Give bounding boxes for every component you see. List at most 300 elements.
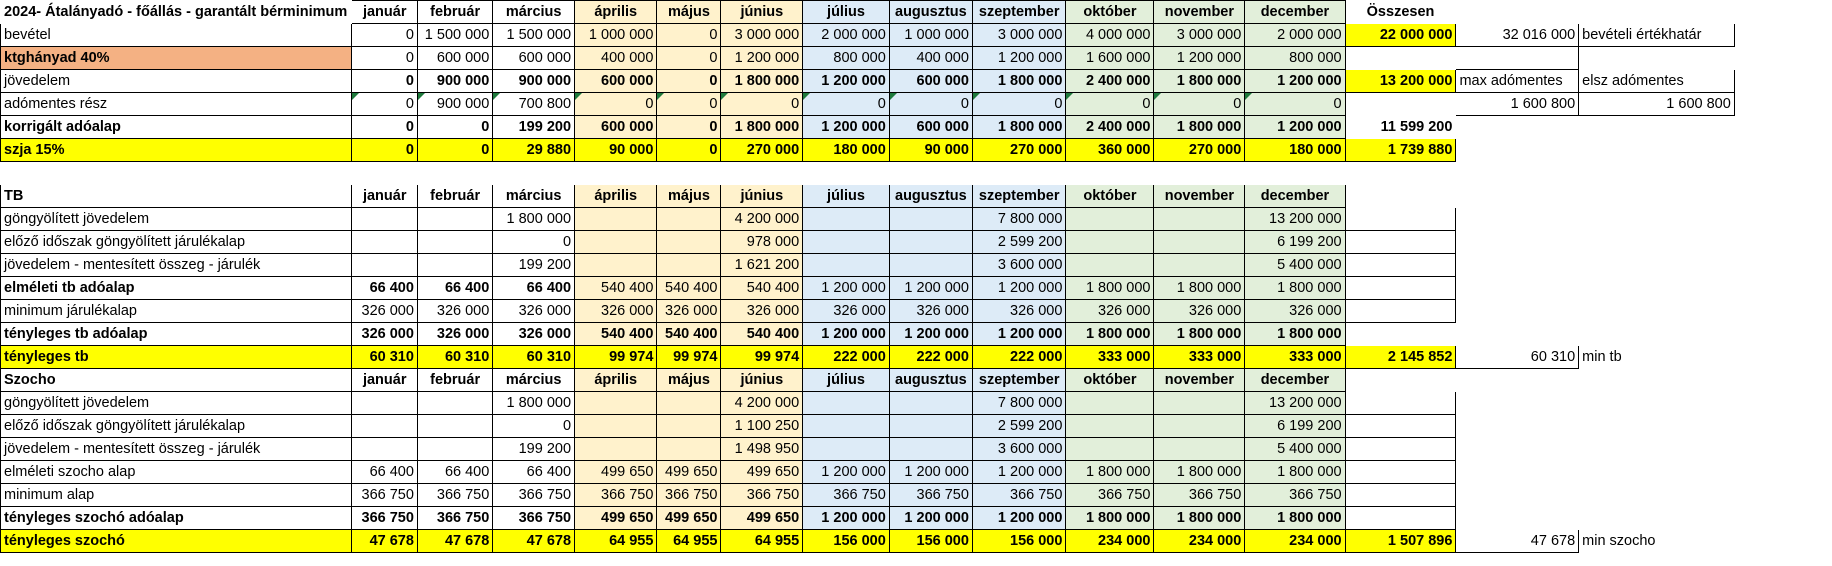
empty-cell[interactable] [1579, 47, 1735, 70]
empty-cell[interactable] [1579, 162, 1735, 185]
value-cell[interactable]: 6 199 200 [1245, 415, 1345, 438]
row-label-cell[interactable]: minimum alap [1, 484, 352, 507]
value-cell[interactable]: 0 [972, 93, 1066, 116]
empty-cell[interactable] [1734, 47, 1831, 70]
empty-cell[interactable] [1734, 185, 1831, 208]
value-cell[interactable]: 326 000 [657, 300, 721, 323]
value-cell[interactable]: 13 200 000 [1245, 392, 1345, 415]
value-cell[interactable]: 1 800 000 [1154, 70, 1245, 93]
value-cell[interactable]: 156 000 [889, 530, 972, 553]
empty-cell[interactable] [1734, 415, 1831, 438]
value-cell[interactable]: 1 100 250 [721, 415, 803, 438]
value-cell[interactable]: 1 800 000 [1245, 277, 1345, 300]
value-cell[interactable]: 700 800 [493, 93, 575, 116]
empty-cell[interactable] [1345, 185, 1456, 208]
month-header-cell[interactable]: július [803, 369, 890, 392]
value-cell[interactable]: 1 800 000 [721, 116, 803, 139]
row-label-cell[interactable]: minimum járulékalap [1, 300, 352, 323]
month-header-cell[interactable]: június [721, 1, 803, 24]
row-label-cell[interactable]: tényleges tb adóalap [1, 323, 352, 346]
value-cell[interactable]: 2 400 000 [1066, 70, 1154, 93]
empty-cell[interactable] [1154, 162, 1245, 185]
value-cell[interactable]: 1 600 800 [1579, 93, 1735, 116]
value-cell[interactable]: 0 [352, 47, 417, 70]
value-cell[interactable]: 0 [493, 231, 575, 254]
value-cell[interactable]: 90 000 [575, 139, 657, 162]
empty-cell[interactable] [1579, 116, 1735, 139]
value-cell[interactable]: 0 [657, 116, 721, 139]
value-cell[interactable]: 1 500 000 [417, 24, 492, 47]
value-cell[interactable]: 199 200 [493, 116, 575, 139]
value-cell[interactable]: 1 200 000 [889, 277, 972, 300]
value-cell[interactable]: 7 800 000 [972, 208, 1066, 231]
value-cell[interactable] [352, 231, 417, 254]
value-cell[interactable] [803, 438, 890, 461]
value-cell[interactable]: 326 000 [352, 323, 417, 346]
value-cell[interactable] [352, 392, 417, 415]
value-cell[interactable] [1066, 415, 1154, 438]
empty-cell[interactable] [1345, 47, 1456, 70]
value-cell[interactable] [803, 208, 890, 231]
value-cell[interactable] [889, 254, 972, 277]
value-cell[interactable]: 326 000 [721, 300, 803, 323]
row-label-cell[interactable]: előző időszak göngyölített járulékalap [1, 415, 352, 438]
value-cell[interactable]: 1 800 000 [721, 70, 803, 93]
value-cell[interactable]: 1 800 000 [1066, 323, 1154, 346]
value-cell[interactable]: 366 750 [417, 484, 492, 507]
empty-cell[interactable] [1579, 507, 1735, 530]
value-cell[interactable]: 1 500 000 [493, 24, 575, 47]
empty-cell[interactable] [1345, 484, 1456, 507]
value-cell[interactable] [417, 438, 492, 461]
empty-cell[interactable] [1345, 369, 1456, 392]
value-cell[interactable]: 3 000 000 [721, 24, 803, 47]
month-header-cell[interactable]: december [1245, 185, 1345, 208]
value-cell[interactable]: 47 678 [417, 530, 492, 553]
value-cell[interactable] [889, 208, 972, 231]
empty-cell[interactable] [1734, 369, 1831, 392]
value-cell[interactable]: 5 400 000 [1245, 254, 1345, 277]
value-cell[interactable]: 1 200 000 [1245, 70, 1345, 93]
value-cell[interactable]: 333 000 [1245, 346, 1345, 369]
value-cell[interactable]: 1 800 000 [972, 70, 1066, 93]
value-cell[interactable] [803, 231, 890, 254]
value-cell[interactable] [575, 415, 657, 438]
month-header-cell[interactable]: május [657, 369, 721, 392]
value-cell[interactable]: 1 200 000 [889, 461, 972, 484]
value-cell[interactable]: 199 200 [493, 438, 575, 461]
value-cell[interactable]: 900 000 [493, 70, 575, 93]
value-cell[interactable]: 1 200 000 [803, 461, 890, 484]
month-header-cell[interactable]: augusztus [889, 185, 972, 208]
row-label-cell[interactable]: elméleti tb adóalap [1, 277, 352, 300]
empty-cell[interactable] [1456, 277, 1579, 300]
total-cell[interactable]: 13 200 000 [1345, 70, 1456, 93]
value-cell[interactable]: 0 [1066, 93, 1154, 116]
value-cell[interactable] [1154, 254, 1245, 277]
empty-cell[interactable] [657, 162, 721, 185]
value-cell[interactable]: 4 200 000 [721, 392, 803, 415]
empty-cell[interactable] [1456, 438, 1579, 461]
value-cell[interactable]: 4 200 000 [721, 208, 803, 231]
value-cell[interactable]: 326 000 [972, 300, 1066, 323]
value-cell[interactable]: 64 955 [657, 530, 721, 553]
empty-cell[interactable] [1066, 162, 1154, 185]
empty-cell[interactable] [1579, 323, 1735, 346]
value-cell[interactable] [657, 392, 721, 415]
value-cell[interactable]: 66 400 [493, 277, 575, 300]
value-cell[interactable]: 1 600 000 [1066, 47, 1154, 70]
value-cell[interactable]: 60 310 [493, 346, 575, 369]
empty-cell[interactable] [1734, 139, 1831, 162]
empty-cell[interactable] [1579, 415, 1735, 438]
value-cell[interactable]: 234 000 [1245, 530, 1345, 553]
value-cell[interactable]: 1 600 800 [1456, 93, 1579, 116]
value-cell[interactable]: 1 800 000 [1066, 277, 1154, 300]
row-label-cell[interactable]: szja 15% [1, 139, 352, 162]
value-cell[interactable]: 0 [352, 24, 417, 47]
value-cell[interactable]: 366 750 [417, 507, 492, 530]
value-cell[interactable]: 66 400 [417, 277, 492, 300]
empty-cell[interactable] [1579, 231, 1735, 254]
value-cell[interactable]: 900 000 [417, 70, 492, 93]
value-cell[interactable]: 3 600 000 [972, 254, 1066, 277]
value-cell[interactable]: 0 [721, 93, 803, 116]
value-cell[interactable]: 60 310 [352, 346, 417, 369]
value-cell[interactable]: 978 000 [721, 231, 803, 254]
value-cell[interactable]: 66 400 [352, 461, 417, 484]
empty-cell[interactable] [721, 162, 803, 185]
empty-cell[interactable] [1345, 93, 1456, 116]
month-header-cell[interactable]: október [1066, 185, 1154, 208]
value-cell[interactable]: 499 650 [721, 507, 803, 530]
empty-cell[interactable] [1579, 254, 1735, 277]
value-cell[interactable]: 0 [417, 116, 492, 139]
month-header-cell[interactable]: február [417, 185, 492, 208]
empty-cell[interactable] [1734, 70, 1831, 93]
empty-cell[interactable] [1456, 461, 1579, 484]
value-cell[interactable]: 47 678 [493, 530, 575, 553]
value-cell[interactable]: 270 000 [721, 139, 803, 162]
month-header-cell[interactable]: szeptember [972, 1, 1066, 24]
value-cell[interactable]: 2 000 000 [1245, 24, 1345, 47]
empty-cell[interactable] [1345, 415, 1456, 438]
total-cell[interactable]: 1 739 880 [1345, 139, 1456, 162]
value-cell[interactable]: 99 974 [721, 346, 803, 369]
empty-cell[interactable] [1456, 208, 1579, 231]
value-cell[interactable]: 66 400 [352, 277, 417, 300]
empty-cell[interactable] [1734, 24, 1831, 47]
value-cell[interactable]: 0 [575, 93, 657, 116]
value-cell[interactable]: 2 599 200 [972, 415, 1066, 438]
value-cell[interactable]: 0 [657, 93, 721, 116]
value-cell[interactable]: 0 [657, 70, 721, 93]
value-cell[interactable] [1066, 438, 1154, 461]
empty-cell[interactable] [1456, 47, 1579, 70]
month-header-cell[interactable]: augusztus [889, 369, 972, 392]
value-cell[interactable]: 90 000 [889, 139, 972, 162]
value-cell[interactable] [889, 438, 972, 461]
value-cell[interactable]: 400 000 [575, 47, 657, 70]
value-cell[interactable]: 64 955 [721, 530, 803, 553]
month-header-cell[interactable]: március [493, 369, 575, 392]
value-cell[interactable]: 1 200 000 [721, 47, 803, 70]
value-cell[interactable]: 270 000 [1154, 139, 1245, 162]
value-cell[interactable]: 1 800 000 [1245, 461, 1345, 484]
value-cell[interactable]: 1 200 000 [972, 507, 1066, 530]
empty-cell[interactable] [1345, 300, 1456, 323]
empty-cell[interactable] [1734, 484, 1831, 507]
empty-cell[interactable] [1734, 162, 1831, 185]
empty-cell[interactable] [1345, 438, 1456, 461]
value-cell[interactable]: 180 000 [1245, 139, 1345, 162]
empty-cell[interactable] [972, 162, 1066, 185]
value-cell[interactable]: 326 000 [1066, 300, 1154, 323]
month-header-cell[interactable]: március [493, 1, 575, 24]
note-cell[interactable]: bevételi értékhatár [1579, 24, 1735, 47]
value-cell[interactable]: 499 650 [721, 461, 803, 484]
value-cell[interactable]: 600 000 [493, 47, 575, 70]
value-cell[interactable]: 326 000 [352, 300, 417, 323]
value-cell[interactable] [657, 208, 721, 231]
value-cell[interactable]: 540 400 [657, 323, 721, 346]
value-cell[interactable]: 400 000 [889, 47, 972, 70]
month-header-cell[interactable]: január [352, 185, 417, 208]
value-cell[interactable] [575, 231, 657, 254]
row-label-cell[interactable]: jövedelem [1, 70, 352, 93]
month-header-cell[interactable]: október [1066, 1, 1154, 24]
value-cell[interactable]: 60 310 [417, 346, 492, 369]
value-cell[interactable]: 326 000 [493, 300, 575, 323]
empty-cell[interactable] [1579, 300, 1735, 323]
month-header-cell[interactable]: december [1245, 1, 1345, 24]
empty-cell[interactable] [1345, 208, 1456, 231]
value-cell[interactable]: 234 000 [1066, 530, 1154, 553]
empty-cell[interactable] [1734, 461, 1831, 484]
month-header-cell[interactable]: április [575, 369, 657, 392]
value-cell[interactable]: 499 650 [575, 507, 657, 530]
value-cell[interactable]: 360 000 [1066, 139, 1154, 162]
header-label-cell[interactable]: Szocho [1, 369, 352, 392]
note-cell[interactable]: max adómentes [1456, 70, 1579, 93]
value-cell[interactable]: 3 600 000 [972, 438, 1066, 461]
value-cell[interactable]: 1 200 000 [803, 70, 890, 93]
empty-cell[interactable] [1345, 231, 1456, 254]
value-cell[interactable]: 366 750 [493, 507, 575, 530]
value-cell[interactable]: 1 498 950 [721, 438, 803, 461]
value-cell[interactable]: 499 650 [657, 461, 721, 484]
value-cell[interactable]: 64 955 [575, 530, 657, 553]
empty-cell[interactable] [1734, 231, 1831, 254]
value-cell[interactable]: 499 650 [575, 461, 657, 484]
value-cell[interactable] [417, 392, 492, 415]
month-header-cell[interactable]: november [1154, 369, 1245, 392]
value-cell[interactable]: 1 200 000 [972, 277, 1066, 300]
empty-cell[interactable] [1734, 1, 1831, 24]
value-cell[interactable]: 366 750 [1154, 484, 1245, 507]
month-header-cell[interactable]: június [721, 185, 803, 208]
total-cell[interactable]: 22 000 000 [1345, 24, 1456, 47]
value-cell[interactable]: 1 800 000 [1154, 507, 1245, 530]
value-cell[interactable] [1066, 392, 1154, 415]
value-cell[interactable] [1066, 208, 1154, 231]
header-label-cell[interactable]: TB [1, 185, 352, 208]
value-cell[interactable]: 1 200 000 [889, 507, 972, 530]
month-header-cell[interactable]: május [657, 1, 721, 24]
empty-cell[interactable] [1579, 461, 1735, 484]
value-cell[interactable]: 7 800 000 [972, 392, 1066, 415]
value-cell[interactable]: 326 000 [803, 300, 890, 323]
value-cell[interactable] [1154, 392, 1245, 415]
value-cell[interactable]: 0 [352, 139, 417, 162]
value-cell[interactable]: 180 000 [803, 139, 890, 162]
value-cell[interactable]: 32 016 000 [1456, 24, 1579, 47]
empty-cell[interactable] [1345, 507, 1456, 530]
empty-cell[interactable] [1345, 162, 1456, 185]
value-cell[interactable]: 326 000 [493, 323, 575, 346]
value-cell[interactable]: 0 [657, 24, 721, 47]
value-cell[interactable]: 366 750 [493, 484, 575, 507]
empty-cell[interactable] [1456, 139, 1579, 162]
value-cell[interactable]: 1 200 000 [803, 323, 890, 346]
value-cell[interactable]: 2 000 000 [803, 24, 890, 47]
empty-cell[interactable] [1734, 346, 1831, 369]
value-cell[interactable]: 0 [417, 139, 492, 162]
value-cell[interactable]: 1 200 000 [972, 461, 1066, 484]
value-cell[interactable]: 326 000 [575, 300, 657, 323]
value-cell[interactable]: 47 678 [352, 530, 417, 553]
value-cell[interactable] [803, 392, 890, 415]
value-cell[interactable]: 1 800 000 [493, 208, 575, 231]
value-cell[interactable] [575, 208, 657, 231]
month-header-cell[interactable]: február [417, 369, 492, 392]
month-header-cell[interactable]: február [417, 1, 492, 24]
value-cell[interactable]: 800 000 [1245, 47, 1345, 70]
value-cell[interactable]: 366 750 [575, 484, 657, 507]
value-cell[interactable]: 326 000 [1154, 300, 1245, 323]
value-cell[interactable]: 60 310 [1456, 346, 1579, 369]
value-cell[interactable]: 1 800 000 [972, 116, 1066, 139]
value-cell[interactable]: 5 400 000 [1245, 438, 1345, 461]
empty-cell[interactable] [1345, 254, 1456, 277]
value-cell[interactable]: 366 750 [657, 484, 721, 507]
value-cell[interactable]: 1 800 000 [1154, 277, 1245, 300]
value-cell[interactable]: 99 974 [657, 346, 721, 369]
row-label-cell[interactable]: tényleges szochó [1, 530, 352, 553]
value-cell[interactable]: 0 [803, 93, 890, 116]
value-cell[interactable]: 2 599 200 [972, 231, 1066, 254]
value-cell[interactable]: 222 000 [803, 346, 890, 369]
empty-cell[interactable] [1345, 277, 1456, 300]
value-cell[interactable]: 1 800 000 [1154, 323, 1245, 346]
empty-cell[interactable] [1579, 1, 1735, 24]
empty-cell[interactable] [803, 162, 890, 185]
note-cell[interactable]: elsz adómentes [1579, 70, 1735, 93]
month-header-cell[interactable]: március [493, 185, 575, 208]
value-cell[interactable]: 1 200 000 [803, 277, 890, 300]
value-cell[interactable] [889, 392, 972, 415]
empty-cell[interactable] [889, 162, 972, 185]
row-label-cell[interactable]: jövedelem - mentesített összeg - járulék [1, 438, 352, 461]
value-cell[interactable]: 366 750 [352, 484, 417, 507]
value-cell[interactable]: 600 000 [889, 70, 972, 93]
empty-cell[interactable] [1456, 231, 1579, 254]
value-cell[interactable]: 326 000 [417, 323, 492, 346]
empty-cell[interactable] [1456, 507, 1579, 530]
row-label-cell[interactable]: előző időszak göngyölített járulékalap [1, 231, 352, 254]
value-cell[interactable]: 1 621 200 [721, 254, 803, 277]
value-cell[interactable] [1154, 231, 1245, 254]
value-cell[interactable] [352, 254, 417, 277]
empty-cell[interactable] [352, 162, 417, 185]
empty-cell[interactable] [1579, 208, 1735, 231]
value-cell[interactable] [657, 254, 721, 277]
value-cell[interactable]: 366 750 [352, 507, 417, 530]
empty-cell[interactable] [1734, 254, 1831, 277]
month-header-cell[interactable]: január [352, 1, 417, 24]
empty-cell[interactable] [575, 162, 657, 185]
value-cell[interactable]: 540 400 [575, 277, 657, 300]
value-cell[interactable]: 156 000 [803, 530, 890, 553]
value-cell[interactable]: 1 000 000 [575, 24, 657, 47]
empty-cell[interactable] [1579, 185, 1735, 208]
empty-cell[interactable] [1456, 300, 1579, 323]
value-cell[interactable]: 0 [1154, 93, 1245, 116]
value-cell[interactable]: 1 800 000 [1154, 461, 1245, 484]
month-header-cell[interactable]: szeptember [972, 185, 1066, 208]
value-cell[interactable]: 222 000 [889, 346, 972, 369]
empty-cell[interactable] [1579, 277, 1735, 300]
month-header-cell[interactable]: január [352, 369, 417, 392]
empty-cell[interactable] [1734, 277, 1831, 300]
value-cell[interactable] [575, 438, 657, 461]
value-cell[interactable] [1154, 415, 1245, 438]
month-header-cell[interactable]: szeptember [972, 369, 1066, 392]
value-cell[interactable]: 156 000 [972, 530, 1066, 553]
empty-cell[interactable] [1579, 484, 1735, 507]
value-cell[interactable]: 0 [657, 47, 721, 70]
value-cell[interactable]: 1 000 000 [889, 24, 972, 47]
value-cell[interactable]: 540 400 [575, 323, 657, 346]
value-cell[interactable]: 499 650 [657, 507, 721, 530]
value-cell[interactable] [352, 438, 417, 461]
value-cell[interactable]: 1 200 000 [889, 323, 972, 346]
row-label-cell[interactable]: tényleges tb [1, 346, 352, 369]
empty-cell[interactable] [1734, 323, 1831, 346]
note-cell[interactable]: min tb [1582, 349, 1622, 365]
row-label-cell[interactable]: göngyölített jövedelem [1, 392, 352, 415]
value-cell[interactable]: 600 000 [417, 47, 492, 70]
value-cell[interactable]: 326 000 [417, 300, 492, 323]
value-cell[interactable]: 1 200 000 [803, 507, 890, 530]
value-cell[interactable]: 540 400 [721, 277, 803, 300]
month-header-cell[interactable]: november [1154, 1, 1245, 24]
month-header-cell[interactable]: április [575, 185, 657, 208]
empty-cell[interactable] [1579, 392, 1735, 415]
empty-cell[interactable] [1734, 93, 1831, 116]
total-cell[interactable]: 2 145 852 [1345, 346, 1456, 369]
empty-cell[interactable] [1734, 438, 1831, 461]
value-cell[interactable]: 366 750 [972, 484, 1066, 507]
value-cell[interactable]: 333 000 [1154, 346, 1245, 369]
value-cell[interactable]: 234 000 [1154, 530, 1245, 553]
note-cell[interactable]: min szocho [1582, 533, 1656, 549]
empty-cell[interactable] [1734, 300, 1831, 323]
value-cell[interactable]: 6 199 200 [1245, 231, 1345, 254]
month-header-cell[interactable]: május [657, 185, 721, 208]
empty-cell[interactable] [1734, 530, 1831, 553]
value-cell[interactable]: 66 400 [417, 461, 492, 484]
